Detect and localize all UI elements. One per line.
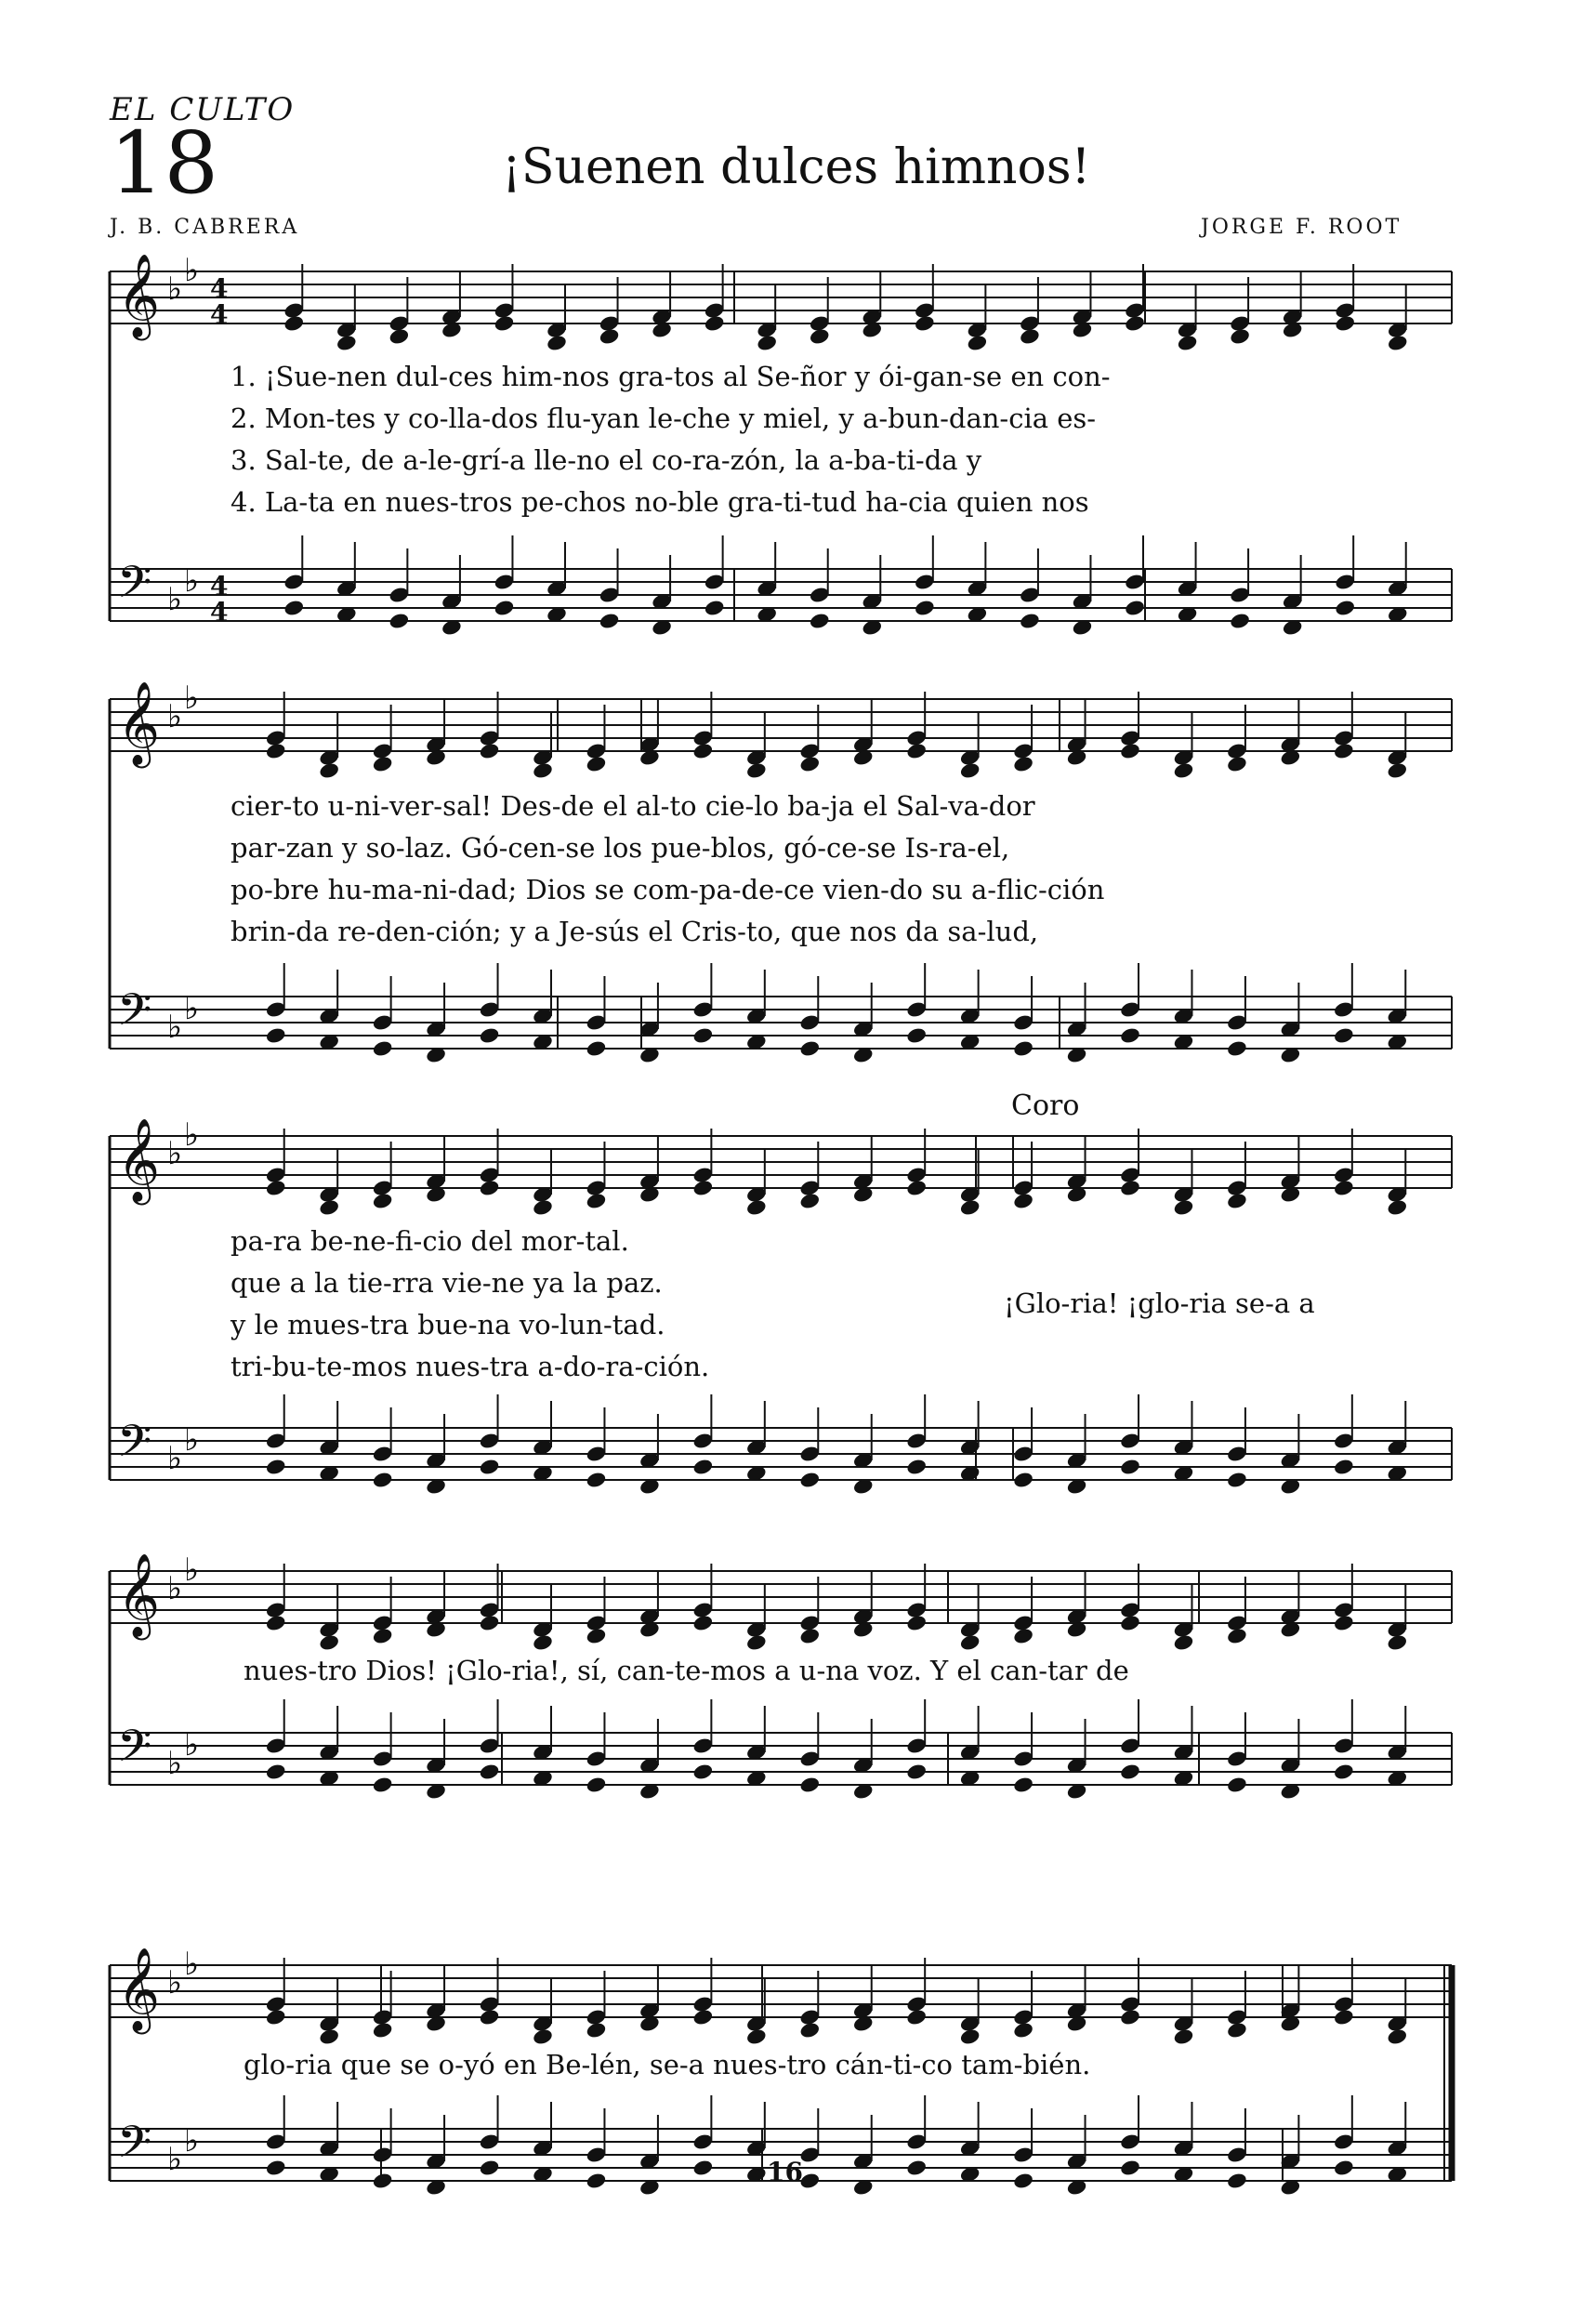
note-head — [372, 1471, 394, 1489]
note-head — [1119, 1026, 1141, 1045]
note-head — [532, 1633, 554, 1652]
lyric-line-s1-v4: 4. La-ta en nues-tros pe-chos no-ble gra-ti-tud ha-cia quien nos — [230, 486, 1089, 518]
flat-sign: ♭ — [167, 698, 183, 735]
treble-clef: 𝄞 — [117, 1553, 161, 1637]
note-head — [798, 2021, 821, 2040]
note-head — [692, 1614, 715, 1632]
flat-sign: ♭ — [167, 271, 183, 308]
note-head — [586, 1471, 608, 1489]
note-head — [745, 1633, 768, 1652]
note-head — [265, 1458, 287, 1476]
note-head — [1226, 1471, 1248, 1489]
note-head — [1119, 1763, 1141, 1781]
note-head — [1333, 2008, 1355, 2027]
lyric-line-s1-v2: 2. Mon-tes y co-lla-dos flu-yan le-che y miel, y a-bun-dan-cia es- — [230, 403, 1097, 434]
note-head — [692, 2159, 715, 2177]
lyric-line-s3-v1: pa-ra be-ne-fi-cio del mor-tal. — [230, 1225, 629, 1257]
note-head — [265, 2008, 287, 2027]
note-head — [692, 1026, 715, 1045]
lyric-line-s3-v2: que a la tie-rra vie-ne ya la paz. — [230, 1267, 663, 1299]
note-head — [692, 2008, 715, 2027]
note-head — [905, 2008, 928, 2027]
flat-sign: ♭ — [184, 1116, 200, 1154]
time-signature: 4 — [210, 299, 229, 330]
note-head — [798, 1192, 821, 1210]
treble-clef: 𝄞 — [117, 681, 161, 765]
note-head — [1173, 1633, 1195, 1652]
time-signature: 4 — [210, 597, 229, 627]
bass-clef: 𝄢 — [117, 2116, 152, 2179]
note-head — [1173, 761, 1195, 780]
note-head — [905, 1763, 928, 1781]
note-head — [1333, 1179, 1355, 1197]
note-head — [745, 2027, 768, 2046]
note-head — [1226, 2172, 1248, 2190]
note-head — [1012, 2172, 1034, 2190]
note-head — [1119, 1179, 1141, 1197]
note-head — [1226, 755, 1248, 773]
flat-sign: ♭ — [167, 1440, 183, 1477]
note-head — [704, 599, 726, 617]
flat-sign: ♭ — [184, 1552, 200, 1589]
note-head — [479, 2159, 501, 2177]
flat-sign: ♭ — [184, 990, 200, 1027]
note-head — [692, 1458, 715, 1476]
note-head — [586, 1192, 608, 1210]
note-head — [1012, 1039, 1034, 1058]
note-head — [388, 327, 411, 346]
note-head — [586, 2172, 608, 2190]
note-head — [586, 1776, 608, 1794]
note-head — [959, 761, 981, 780]
lyric-line-s3-v4: tri-bu-te-mos nues-tra a-do-ra-ción. — [230, 1351, 710, 1382]
note-head — [905, 2159, 928, 2177]
note-head — [1173, 2027, 1195, 2046]
time-signature: 4 — [210, 273, 229, 304]
note-head — [372, 1776, 394, 1794]
note-head — [798, 1471, 821, 1489]
note-head — [905, 1179, 928, 1197]
bass-clef: 𝄢 — [117, 1415, 152, 1478]
flat-sign: ♭ — [184, 2122, 200, 2159]
note-head — [1386, 1198, 1408, 1217]
note-head — [756, 334, 778, 352]
note-head — [809, 612, 831, 630]
note-head — [905, 1458, 928, 1476]
composer-credit: JORGE F. ROOT — [1201, 216, 1402, 239]
note-head — [318, 1198, 340, 1217]
flat-sign: ♭ — [184, 562, 200, 600]
note-head — [967, 334, 989, 352]
lyric-line-s4: nues-tro Dios! ¡Glo-ria!, sí, can-te-mos a u-na voz. Y el can-tar de — [244, 1655, 1129, 1686]
lyric-line-s2-v4: brin-da re-den-ción; y a Je-sús el Cris-to, que nos da sa-lud, — [230, 916, 1039, 947]
note-head — [959, 2027, 981, 2046]
note-head — [546, 334, 568, 352]
note-head — [1386, 2027, 1408, 2046]
note-head — [265, 1763, 287, 1781]
note-head — [1226, 1627, 1248, 1645]
note-head — [798, 1627, 821, 1645]
note-head — [905, 1026, 928, 1045]
note-head — [1386, 761, 1408, 780]
note-head — [532, 1198, 554, 1217]
coro-label: Coro — [1011, 1089, 1080, 1122]
note-head — [336, 334, 358, 352]
lyric-line-s1-v1: 1. ¡Sue-nen dul-ces him-nos gra-tos al Se-ñor y ói-gan-se en con- — [230, 361, 1111, 392]
note-head — [745, 1198, 768, 1217]
note-head — [905, 1614, 928, 1632]
note-head — [745, 761, 768, 780]
note-head — [1334, 599, 1356, 617]
note-head — [532, 761, 554, 780]
note-head — [318, 761, 340, 780]
note-head — [479, 1026, 501, 1045]
lyric-line-s1-v3: 3. Sal-te, de a-le-grí-a lle-no el co-ra-zón, la a-ba-ti-da y — [230, 444, 982, 476]
treble-clef: 𝄞 — [117, 254, 161, 337]
note-head — [1012, 1776, 1034, 1794]
note-head — [494, 314, 516, 333]
hymn-number: 18 — [110, 113, 219, 213]
note-head — [1177, 334, 1199, 352]
note-head — [692, 1763, 715, 1781]
note-head — [265, 1026, 287, 1045]
note-head — [1386, 1633, 1408, 1652]
note-head — [586, 1627, 608, 1645]
note-head — [1173, 1198, 1195, 1217]
note-head — [1119, 2008, 1141, 2027]
note-head — [1333, 1763, 1355, 1781]
note-head — [914, 599, 936, 617]
note-head — [372, 1039, 394, 1058]
note-head — [372, 2021, 394, 2040]
note-head — [959, 1198, 981, 1217]
section-label: EL CULTO — [110, 91, 296, 128]
note-head — [1226, 1776, 1248, 1794]
flat-sign: ♭ — [167, 1745, 183, 1782]
note-head — [1012, 1471, 1034, 1489]
note-head — [1119, 1614, 1141, 1632]
note-head — [372, 2172, 394, 2190]
note-head — [914, 314, 936, 333]
treble-clef: 𝄞 — [117, 1948, 161, 2031]
note-head — [283, 599, 305, 617]
note-head — [1019, 327, 1041, 346]
lyric-line-s3-v3: y le mues-tra bue-na vo-lun-tad. — [230, 1309, 665, 1340]
flat-sign: ♭ — [167, 1135, 183, 1172]
note-head — [265, 2159, 287, 2177]
lyric-line-s2-v1: cier-to u-ni-ver-sal! Des-de el al-to cie-lo ba-ja el Sal-va-dor — [230, 790, 1035, 822]
note-head — [959, 1633, 981, 1652]
note-head — [494, 599, 516, 617]
note-head — [265, 1179, 287, 1197]
note-head — [479, 2008, 501, 2027]
note-head — [479, 742, 501, 760]
note-head — [318, 2027, 340, 2046]
note-head — [1226, 1039, 1248, 1058]
note-head — [1387, 334, 1409, 352]
note-head — [704, 314, 726, 333]
bass-clef: 𝄢 — [117, 1720, 152, 1783]
note-head — [586, 1039, 608, 1058]
note-head — [599, 612, 621, 630]
note-head — [692, 1179, 715, 1197]
bass-clef: 𝄢 — [117, 984, 152, 1047]
lyric-line-s2-v3: po-bre hu-ma-ni-dad; Dios se com-pa-de-ce vien-do su a-flic-ción — [230, 874, 1105, 905]
note-head — [905, 742, 928, 760]
treble-clef: 𝄞 — [117, 1118, 161, 1202]
note-head — [1333, 1026, 1355, 1045]
note-head — [798, 755, 821, 773]
note-head — [479, 1179, 501, 1197]
note-head — [479, 1614, 501, 1632]
page-number: 16 — [767, 2157, 803, 2187]
flat-sign: ♭ — [167, 1964, 183, 2001]
hymn-title: ¡Suenen dulces himnos! — [502, 139, 1091, 195]
note-head — [1226, 1192, 1248, 1210]
note-head — [479, 1458, 501, 1476]
note-head — [372, 1627, 394, 1645]
note-head — [1012, 1192, 1034, 1210]
flat-sign: ♭ — [184, 1726, 200, 1763]
note-head — [372, 1192, 394, 1210]
note-head — [1333, 742, 1355, 760]
note-head — [798, 1776, 821, 1794]
note-head — [586, 755, 608, 773]
flat-sign: ♭ — [184, 1421, 200, 1459]
flat-sign: ♭ — [184, 252, 200, 289]
note-head — [1334, 314, 1356, 333]
note-head — [265, 1614, 287, 1632]
note-head — [1229, 327, 1251, 346]
note-head — [1333, 2159, 1355, 2177]
note-head — [809, 327, 831, 346]
lyric-line-s2-v2: par-zan y so-laz. Gó-cen-se los pue-blos, gó-ce-se Is-ra-el, — [230, 832, 1010, 864]
note-head — [798, 1039, 821, 1058]
time-signature: 4 — [210, 571, 229, 601]
flat-sign: ♭ — [167, 1009, 183, 1046]
lyric-line-s5: glo-ria que se o-yó en Be-lén, se-a nues-tro cán-ti-co tam-bién. — [244, 2049, 1091, 2080]
note-head — [1333, 1614, 1355, 1632]
lyricist-credit: J. B. CABRERA — [110, 216, 300, 239]
note-head — [1119, 1458, 1141, 1476]
bass-clef: 𝄢 — [117, 556, 152, 619]
note-head — [1229, 612, 1251, 630]
note-head — [372, 755, 394, 773]
note-head — [283, 314, 305, 333]
note-head — [586, 2021, 608, 2040]
note-head — [1012, 2021, 1034, 2040]
note-head — [1019, 612, 1041, 630]
note-head — [1119, 742, 1141, 760]
note-head — [1333, 1458, 1355, 1476]
note-head — [479, 1763, 501, 1781]
note-head — [388, 612, 411, 630]
note-head — [1124, 599, 1146, 617]
flat-sign: ♭ — [167, 581, 183, 618]
note-head — [532, 2027, 554, 2046]
note-head — [599, 327, 621, 346]
flat-sign: ♭ — [167, 2141, 183, 2178]
note-head — [692, 742, 715, 760]
flat-sign: ♭ — [167, 1570, 183, 1607]
coro-lyric: ¡Glo-ria! ¡glo-ria se-a a — [1004, 1287, 1315, 1319]
note-head — [1012, 755, 1034, 773]
note-head — [265, 742, 287, 760]
note-head — [1226, 2021, 1248, 2040]
flat-sign: ♭ — [184, 1946, 200, 1983]
flat-sign: ♭ — [184, 680, 200, 717]
note-head — [1012, 1627, 1034, 1645]
note-head — [1119, 2159, 1141, 2177]
note-head — [318, 1633, 340, 1652]
note-head — [1124, 314, 1146, 333]
